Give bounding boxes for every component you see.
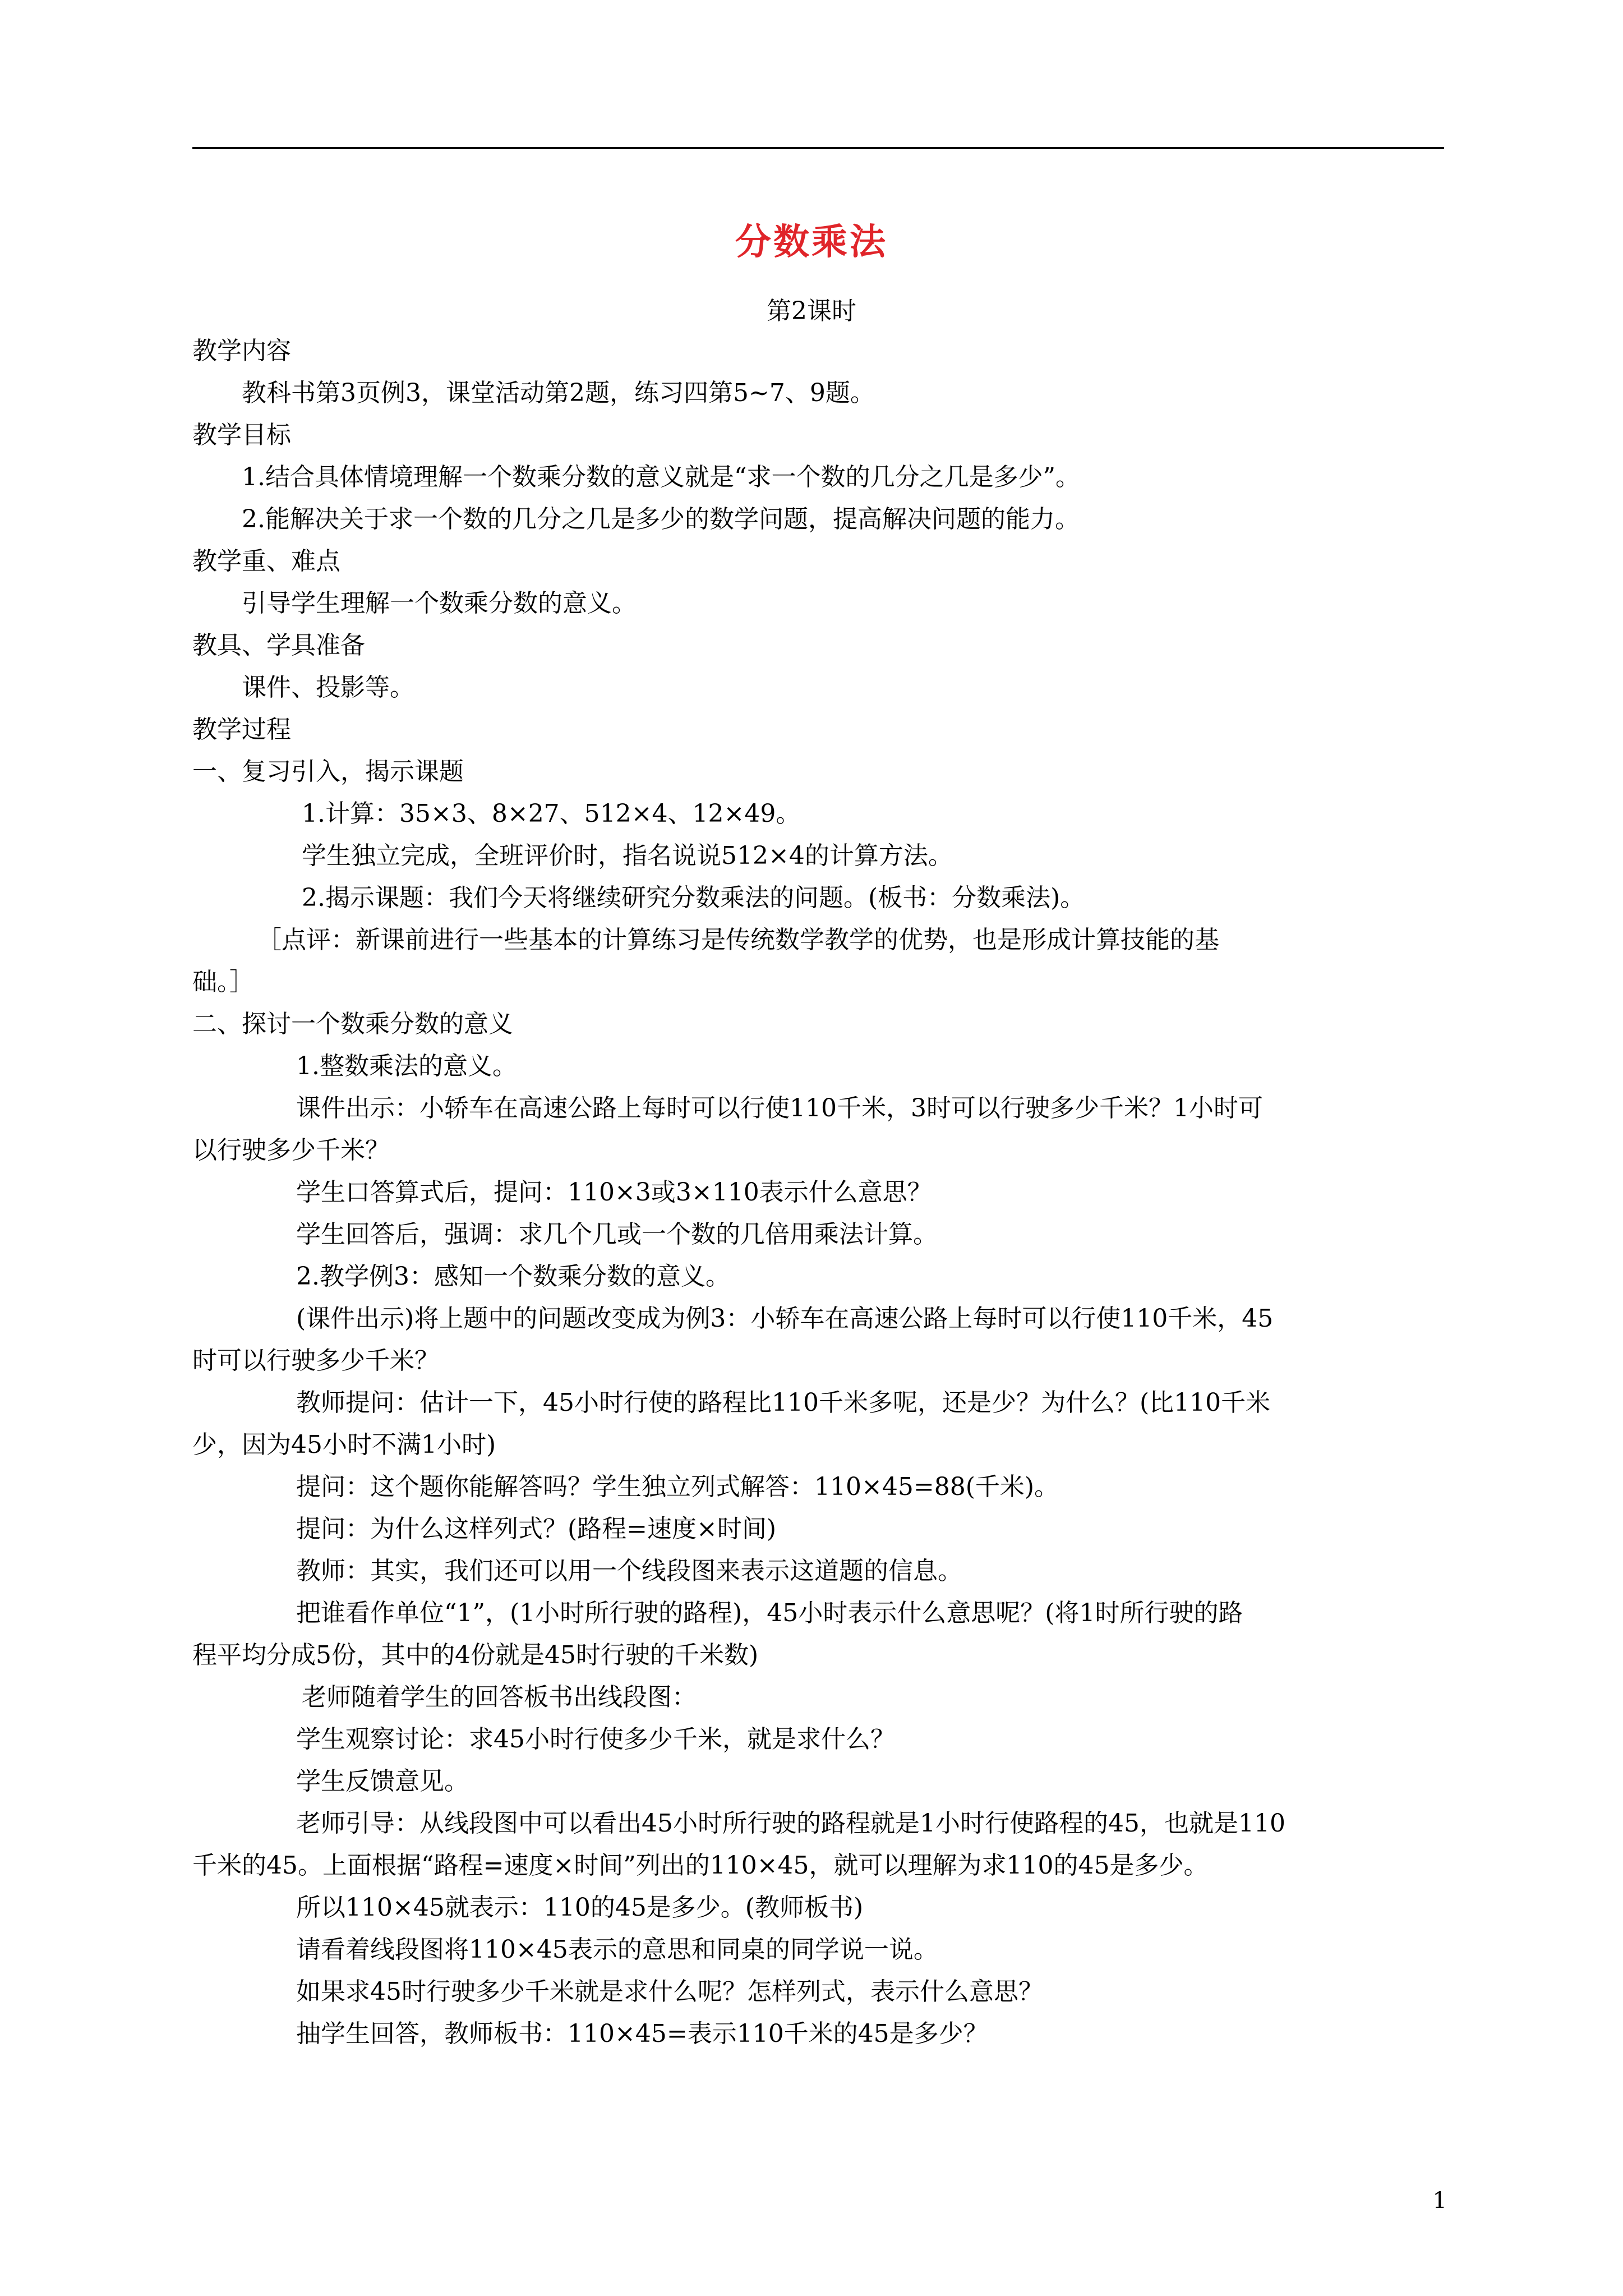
text-line: 少，因为45小时不满1小时) [192, 1430, 496, 1459]
text-line: 如果求45时行驶多少千米就是求什么呢？怎样列式，表示什么意思？ [296, 1977, 1043, 2006]
text-line: ［点评：新课前进行一些基本的计算练习是传统数学教学的优势，也是形成计算技能的基 [257, 926, 1219, 954]
text-line: 引导学生理解一个数乘分数的意义。 [242, 589, 637, 618]
text-line: 学生反馈意见。 [296, 1767, 469, 1796]
text-line: (课件出示)将上题中的问题改变成为例3：小轿车在高速公路上每时可以行使110千米，45 [296, 1304, 1274, 1333]
text-line: 学生回答后，强调：求几个几或一个数的几倍用乘法计算。 [296, 1220, 938, 1249]
text-line: 教学重、难点 [192, 547, 340, 576]
text-line: 时可以行驶多少千米？ [192, 1346, 439, 1375]
text-line: 把谁看作单位“1”，(1小时所行驶的路程)，45小时表示什么意思呢？(将1时所行驶的路 [296, 1599, 1243, 1627]
text-line: 所以110×45就表示：110的45是多少。(教师板书) [296, 1893, 864, 1922]
text-line: 教师：其实，我们还可以用一个线段图来表示这道题的信息。 [296, 1557, 962, 1585]
text-line: 以行驶多少千米？ [192, 1136, 390, 1165]
text-line: 老师引导：从线段图中可以看出45小时所行驶的路程就是1小时行使路程的45，也就是110 [296, 1809, 1285, 1838]
text-line: 课件、投影等。 [242, 673, 414, 702]
text-line: 教学过程 [192, 715, 291, 744]
text-line: 老师随着学生的回答板书出线段图： [302, 1683, 697, 1711]
page-number: 1 [1432, 2188, 1447, 2214]
text-line: 程平均分成5份，其中的4份就是45时行驶的千米数) [192, 1641, 759, 1669]
text-line: 请看着线段图将110×45表示的意思和同桌的同学说一说。 [296, 1935, 938, 1964]
text-line: 学生独立完成，全班评价时，指名说说512×4的计算方法。 [302, 841, 953, 870]
text-line: 2.揭示课题：我们今天将继续研究分数乘法的问题。(板书：分数乘法)。 [302, 884, 1085, 912]
text-line: 教学目标 [192, 421, 291, 449]
text-line: 学生口答算式后，提问：110×3或3×110表示什么意思？ [296, 1178, 932, 1207]
text-line: 二、探讨一个数乘分数的意义 [192, 1010, 513, 1038]
text-line: 教科书第3页例3，课堂活动第2题，练习四第5~7、9题。 [242, 379, 875, 407]
text-line: 2.教学例3：感知一个数乘分数的意义。 [296, 1262, 730, 1291]
text-line: 1.计算：35×3、8×27、512×4、12×49。 [302, 799, 801, 828]
lesson-subtitle: 第2课时 [767, 297, 856, 325]
text-line: 抽学生回答，教师板书：110×45=表示110千米的45是多少？ [296, 2019, 988, 2048]
text-line: 1.整数乘法的意义。 [296, 1052, 517, 1080]
text-line: 课件出示：小轿车在高速公路上每时可以行使110千米，3时可以行驶多少千米？1小时可 [296, 1094, 1263, 1122]
text-line: 2.能解决关于求一个数的几分之几是多少的数学问题，提高解决问题的能力。 [242, 505, 1080, 533]
text-line: 提问：这个题你能解答吗？学生独立列式解答：110×45=88(千米)。 [296, 1473, 1059, 1501]
text-line: 一、复习引入，揭示课题 [192, 757, 464, 786]
lesson-body [192, 330, 1444, 2055]
text-line: 千米的45。上面根据“路程=速度×时间”列出的110×45，就可以理解为求110的45是多少。 [192, 1851, 1209, 1880]
page-title: 分数乘法 [735, 221, 888, 263]
text-line: 教具、学具准备 [192, 631, 365, 660]
text-line: 1.结合具体情境理解一个数乘分数的意义就是“求一个数的几分之几是多少”。 [242, 463, 1080, 491]
header-rule [192, 147, 1444, 149]
text-line: 提问：为什么这样列式？(路程=速度×时间) [296, 1515, 777, 1543]
text-line: 础。］ [192, 968, 254, 996]
text-line: 学生观察讨论：求45小时行使多少千米，就是求什么？ [296, 1725, 895, 1754]
text-line: 教学内容 [192, 337, 291, 365]
text-line: 教师提问：估计一下，45小时行使的路程比110千米多呢，还是少？为什么？(比110千米 [296, 1388, 1271, 1417]
